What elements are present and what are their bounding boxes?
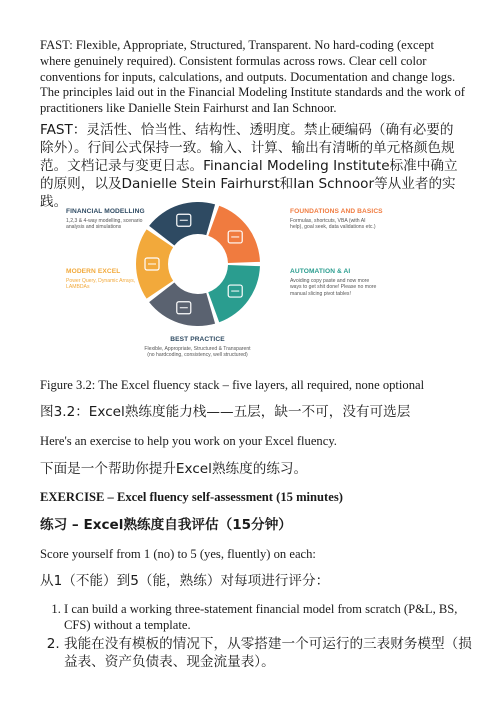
segment-title-modern-excel: MODERN EXCEL (66, 268, 121, 275)
segment-desc-automation: Avoiding copy paste and now more ways to get shit done! Please no more manual slicing pivot tables! (290, 278, 377, 297)
intro-text-zh: 下面是一个帮助你提升Excel熟练度的练习。 (40, 461, 308, 477)
excel-fluency-diagram (40, 196, 460, 366)
figure-caption: Figure 3.2: The Excel fluency stack – five layers, all required, none optional (40, 378, 425, 392)
exercise-heading-zh: 练习 – Excel熟练度自我评估（15分钟） (40, 517, 292, 533)
intro-text: Here's an exercise to help you work on your Excel fluency. (40, 434, 337, 448)
segment-desc-financial-modelling: 1,2,3 & 4-way modelling, scenario analysis and simulations (66, 218, 143, 231)
exercise-list (40, 602, 484, 671)
segment-title-best-practice: BEST PRACTICE (170, 336, 225, 343)
score-instruction: Score yourself from 1 (no) to 5 (yes, fluently) on each: (40, 547, 316, 561)
segment-title-financial-modelling: FINANCIAL MODELLING (66, 208, 145, 215)
ring-segment (208, 265, 260, 322)
list-item: 1. I can build a working three-statement financial model from scratch (P&L, BS, CFS) without a template. (64, 602, 484, 634)
exercise-heading: EXERCISE – Excel fluency self-assessment (15 minutes) (40, 490, 343, 504)
score-instruction-zh: 从1（不能）到5（能，熟练）对每项进行评分： (40, 573, 330, 589)
segment-desc-modern-excel: Power Query, Dynamic Arrays, LAMBDAs (66, 278, 136, 291)
paragraph-fast-zh: FAST：灵活性、恰当性、结构性、透明度。禁止硬编码（确有必要的除外）。行间公式保持一致。输入、计算、输出有清晰的单元格颜色规范。文档记录与变更日志。Financial Modeling Institute标准中确立的原则，以及Danielle Stein Fairhurst和Ian Schnoor等从业者的实践。 (40, 122, 458, 210)
ring-segment (208, 206, 260, 263)
figure-caption-zh: 图3.2：Excel熟练度能力栈——五层，缺一不可，没有可选层 (40, 404, 411, 420)
paragraph-fast: FAST: Flexible, Appropriate, Structured, Transparent. No hard-coding (except where genuinely required). Consistent formulas across rows. Clear cell color conventions for inputs, calculations, and outputs. Documentation and change logs. The principles laid out in the Financial Modeling Institute standards and the work of practitioners like Danielle Stein Fairhurst and Ian Schnoor. (40, 38, 465, 116)
list-item: 2. 我能在没有模板的情况下，从零搭建一个可运行的三表财务模型（损益表、资产负债表、现金流量表）。 (64, 635, 484, 671)
segment-title-foundations: FOUNDATIONS AND BASICS (290, 208, 383, 215)
segment-desc-foundations: Formulas, shortcuts, VBA (with AI help), goal seek, data validations etc.) (290, 218, 376, 231)
segment-desc-best-practice: Flexible, Appropriate, Structured & Transparent (no hardcoding, consistency, well structured) (144, 346, 251, 359)
segment-title-automation: AUTOMATION & AI (290, 268, 351, 275)
